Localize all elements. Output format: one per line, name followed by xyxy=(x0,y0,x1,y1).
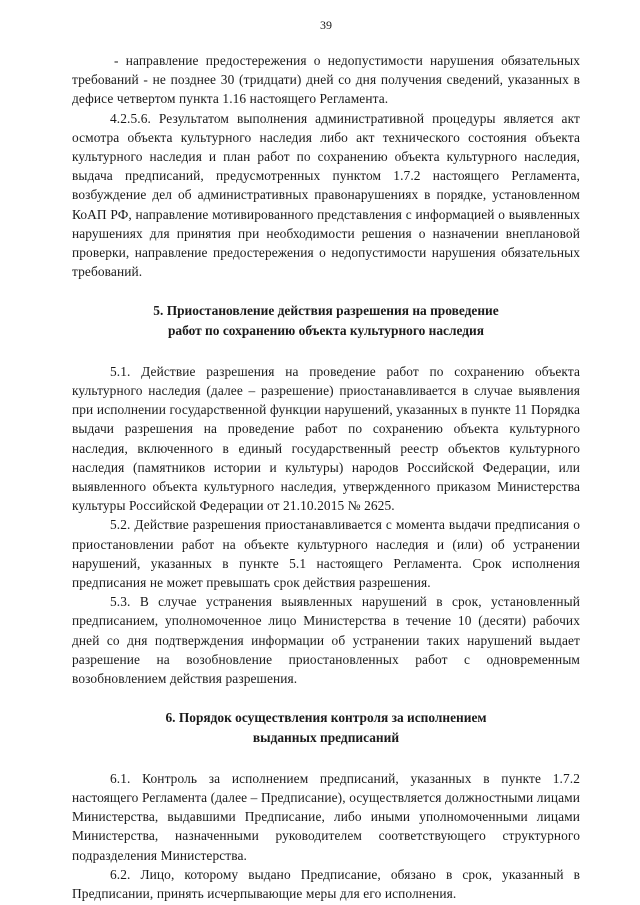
paragraph-6-1: 6.1. Контроль за исполнением предписаний, указанных в пункте 1.7.2 настоящего Регламента (далее – Предписание), осуществляется должностными лицами Министерства, выдавшими Предписание, либо иными уполномоченными лицами Министерства, назначенными руководителем соответствующего структурного подразделения Министерства. xyxy=(72,770,580,863)
section-6-heading-line-1: 6. Порядок осуществления контроля за исполнением xyxy=(165,710,487,726)
paragraph-5-3: 5.3. В случае устранения выявленных нарушений в срок, установленный предписанием, уполномоченное лицо Министерства в течение 10 (десяти) рабочих дней со дня подтверждения информации об устранении таких нарушений выдает разрешение на возобновление приостановленных работ с одновременным возобновлением действия разрешения. xyxy=(72,594,580,687)
section-5-heading-line-1: 5. Приостановление действия разрешения на проведение xyxy=(153,303,499,319)
paragraph-6-2: 6.2. Лицо, которому выдано Предписание, обязано в срок, указанный в Предписании, принять исчерпывающие меры для его исполнения. xyxy=(72,866,580,901)
paragraph-5-2: 5.2. Действие разрешения приостанавливается с момента выдачи предписания о приостановлении работ на объекте культурного наследия и (или) об устранении нарушений, указанных в пункте 5.1 настоящего Регламента. Срок исполнения предписания не может превышать срок действия разрешения. xyxy=(72,517,580,591)
page-number: 39 xyxy=(320,18,332,32)
paragraph-4-2-5-6: 4.2.5.6. Результатом выполнения административной процедуры является акт осмотра объекта культурного наследия либо акт технического состояния объекта культурного наследия и план работ по сохранению объекта культурного наследия, выдача предписаний, предусмотренных пунктом 1.7.2 настоящего Регламента, возбуждение дел об административных правонарушениях в порядке, установленном КоАП РФ, направление мотивированного представления с информацией о выявленных нарушениях для принятия при необходимости решения о назначении внеплановой проверки, направление предостережения о недопустимости нарушения обязательных требований. xyxy=(72,110,580,280)
section-5-heading-line-2: работ по сохранению объекта культурного наследия xyxy=(167,322,485,338)
paragraph-dash-item: - направление предостережения о недопустимости нарушения обязательных требований - не позднее 30 (тридцати) дней со дня получения сведений, указанных в дефисе четвертом пункта 1.16 настоящего Регламента. xyxy=(72,53,580,107)
section-6-heading-line-2: выданных предписаний xyxy=(252,729,400,745)
paragraph-5-1: 5.1. Действие разрешения на проведение работ по сохранению объекта культурного наследия (далее – разрешение) приостанавливается в случае выявления при исполнении государственной функции нарушений, указанных в пункте 11 Порядка выдачи разрешения на проведение работ по сохранению объекта культурного наследия, включенного в единый государственный реестр объектов культурного наследия (памятников истории и культуры) народов Российской Федерации, или выявленного объекта культурного наследия, утвержденного приказом Министерства культуры Российской Федерации от 21.10.2015 № 2625. xyxy=(72,363,580,514)
section-5-heading xyxy=(72,301,580,339)
section-6-heading xyxy=(72,708,580,746)
